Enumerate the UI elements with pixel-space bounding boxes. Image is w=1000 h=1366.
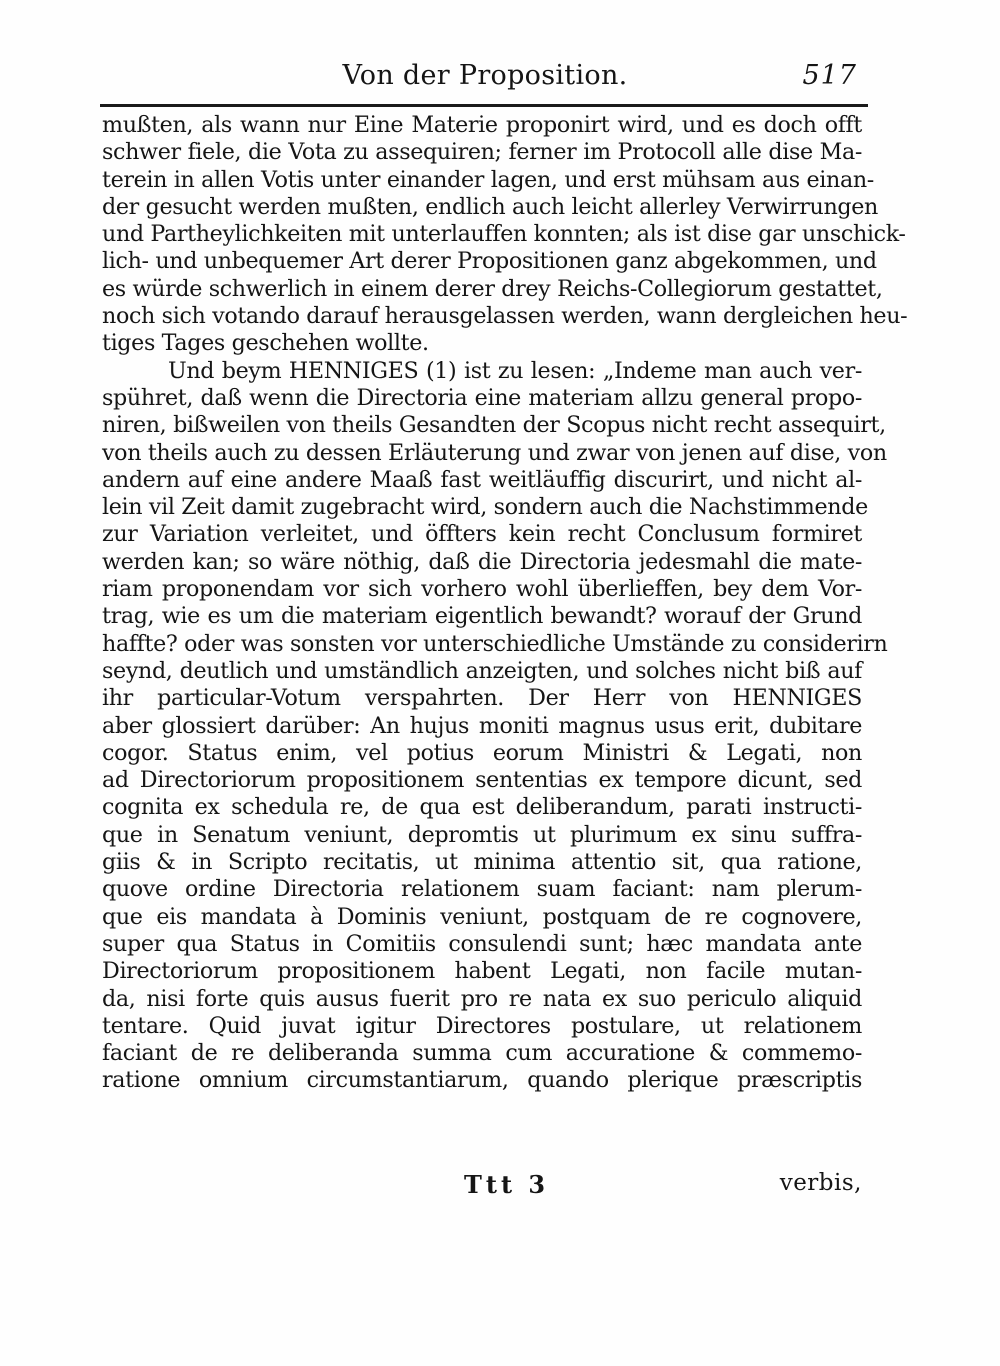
- text-line: und Partheylichkeiten mit unterlauffen konnten; als ist dise gar unschick-: [102, 221, 906, 248]
- text-line: andern auf eine andere Maaß fast weitläuffig discurirt, und nicht al-: [102, 466, 862, 493]
- text-line: ad Directoriorum propositionem sententias ex tempore dicunt, sed: [102, 767, 862, 794]
- text-line: zur Variation verleitet, und öffters kein recht Conclusum formiret: [102, 521, 862, 548]
- text-line: seynd, deutlich und umständlich anzeigten, und solches nicht biß auf: [102, 657, 862, 684]
- text-line: super qua Status in Comitiis consulendi sunt; hæc mandata ante: [102, 930, 862, 957]
- text-line: da, nisi forte quis ausus fuerit pro re nata ex suo periculo aliquid: [102, 985, 862, 1012]
- text-line: der gesucht werden mußten, endlich auch leicht allerley Verwirrungen: [102, 193, 878, 220]
- text-line: mußten, als wann nur Eine Materie proponirt wird, und es doch offt: [102, 112, 862, 138]
- running-title: Von der Proposition.: [342, 60, 628, 91]
- text-line: lich- und unbequemer Art derer Propositionen ganz abgekommen, und: [102, 248, 877, 275]
- paragraph-start-line: Und beym HENNIGES (1) ist zu lesen: „Indeme man auch ver-: [168, 357, 862, 384]
- text-line: spühret, daß wenn die Directoria eine materiam allzu general propo-: [102, 384, 862, 411]
- text-line: Directoriorum propositionem habent Legati, non facile mutan-: [102, 958, 862, 985]
- text-line: giis & in Scripto recitatis, ut minima attentio sit, qua ratione,: [102, 849, 862, 876]
- text-line: lein vil Zeit damit zugebracht wird, sondern auch die Nachstimmende: [102, 494, 868, 521]
- text-line: terein in allen Votis unter einander lagen, und erst mühsam aus einan-: [102, 166, 874, 193]
- text-line: schwer fiele, die Vota zu assequiren; ferner im Protocoll alle dise Ma-: [102, 139, 862, 166]
- header-rule: [100, 104, 868, 107]
- page-footer: [102, 1170, 862, 1202]
- text-line: niren, bißweilen von theils Gesandten der Scopus nicht recht assequirt,: [102, 412, 886, 439]
- catchword: verbis,: [779, 1170, 862, 1196]
- signature-mark: Ttt 3: [464, 1170, 550, 1199]
- text-line: noch sich votando darauf herausgelassen werden, wann dergleichen heu-: [102, 303, 908, 330]
- text-line: cognita ex schedula re, de qua est deliberandum, parati instructi-: [102, 794, 862, 821]
- text-line: que in Senatum veniunt, depromtis ut plurimum ex sinu suffra-: [102, 821, 862, 848]
- text-line: faciant de re deliberanda summa cum accuratione & commemo-: [102, 1040, 862, 1067]
- text-line: ratione omnium circumstantiarum, quando plerique præscriptis: [102, 1067, 862, 1094]
- text-line: riam proponendam vor sich vorhero wohl überlieffen, bey dem Vor-: [102, 576, 862, 603]
- running-head: [105, 56, 865, 96]
- text-line: es würde schwerlich in einem derer drey Reichs-Collegiorum gestattet,: [102, 275, 883, 302]
- text-line: cogor. Status enim, vel potius eorum Ministri & Legati, non: [102, 739, 862, 766]
- text-line: aber glossiert darüber: An hujus moniti magnus usus erit, dubitare: [102, 712, 862, 739]
- text-line: von theils auch zu dessen Erläuterung und zwar von jenen auf dise, von: [102, 439, 887, 466]
- body-text: [102, 112, 908, 1095]
- text-line: que eis mandata à Dominis veniunt, postquam de re cognovere,: [102, 903, 862, 930]
- text-line: tiges Tages geschehen wollte.: [102, 330, 429, 357]
- text-line: tentare. Quid juvat igitur Directores postulare, ut relationem: [102, 1012, 862, 1039]
- text-line: haffte? oder was sonsten vor unterschiedliche Umstände zu considerirn: [102, 630, 888, 657]
- text-line: quove ordine Directoria relationem suam faciant: nam plerum-: [102, 876, 862, 903]
- page-number: 517: [802, 60, 857, 91]
- text-line: ihr particular-Votum verspahrten. Der Herr von HENNIGES: [102, 685, 862, 712]
- text-line: werden kan; so wäre nöthig, daß die Directoria jedesmahl die mate-: [102, 548, 862, 575]
- text-line: trag, wie es um die materiam eigentlich bewandt? worauf der Grund: [102, 603, 862, 630]
